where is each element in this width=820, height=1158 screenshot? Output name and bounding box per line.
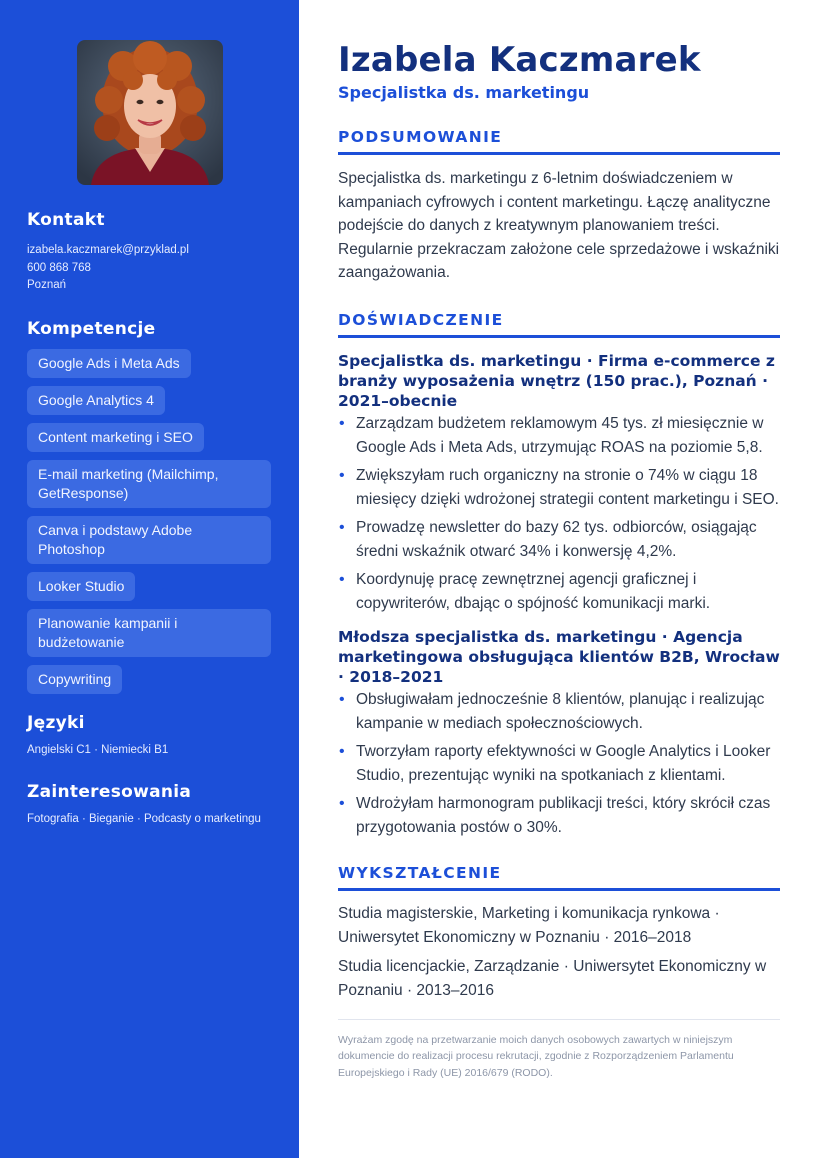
bullet-item: • Zwiększyłam ruch organiczny na stronie o 74% w ciągu 18 miesięcy dzięki wdrożonej strategii content marketingu i SEO. [338, 464, 780, 512]
languages-heading: Języki [27, 712, 85, 733]
job-entry [338, 351, 780, 616]
bullet-item: • Obsługiwałam jednocześnie 8 klientów, planując i realizując kampanie w mediach społecznościowych. [338, 688, 780, 736]
contact-email[interactable]: izabela.kaczmarek@przyklad.pl [27, 244, 189, 256]
divider [338, 1019, 780, 1020]
education-list [338, 902, 780, 1003]
bullet-item: • Tworzyłam raporty efektywności w Google Analytics i Looker Studio, prezentując wyniki na spotkaniach z klientami. [338, 740, 780, 788]
contact-phone[interactable]: 600 868 768 [27, 261, 91, 274]
sidebar [0, 0, 299, 1158]
contact-city: Poznań [27, 279, 67, 291]
skill-chip: Looker Studio [27, 572, 135, 601]
job-heading: Specjalistka ds. marketingu · Firma e-commerce z branży wyposażenia wnętrz (150 prac.), Poznań · 2021–obecnie [338, 351, 775, 410]
skill-chip: Content marketing i SEO [27, 423, 204, 452]
bullet-item: • Wdrożyłam harmonogram publikacji treści, który skrócił czas przygotowania postów o 30%. [338, 792, 780, 840]
skill-chip: Google Analytics 4 [27, 386, 165, 415]
experience-title: DOŚWIADCZENIE [338, 311, 780, 338]
job-heading: Młodsza specjalistka ds. marketingu · Agencja marketingowa obsługująca klientów B2B, Wrocław · 2018–2021 [338, 627, 780, 686]
summary-title: PODSUMOWANIE [338, 128, 780, 155]
main-content [338, 40, 780, 1081]
education-title: WYKSZTAŁCENIE [338, 864, 780, 891]
interests-heading: Zainteresowania [27, 781, 192, 802]
summary-text: Specjalistka ds. marketingu z 6-letnim doświadczeniem w kampaniach cyfrowych i content marketingu. Łączę analityczne podejście do danych z kreatywnym planowaniem treści. Regularnie przekraczam założone cele sprzedażowe i wskaźniki zaangażowania. [338, 170, 780, 281]
job-bullets [338, 688, 780, 840]
bullet-item: • Koordynuję pracę zewnętrznej agencji graficznej i copywriterów, dbając o spójność komunikacji marki. [338, 568, 780, 616]
education-item: Studia magisterskie, Marketing i komunikacja rynkowa · Uniwersytet Ekonomiczny w Poznaniu · 2016–2018 [338, 904, 720, 946]
interests-text: Fotografia · Bieganie · Podcasty o marketingu [27, 812, 261, 825]
education-section [338, 864, 780, 1003]
skill-chip: Google Ads i Meta Ads [27, 349, 191, 378]
contact-list [27, 242, 272, 295]
skills-list [27, 349, 272, 694]
skill-chip: Copywriting [27, 665, 122, 694]
skill-chip: E-mail marketing (Mailchimp, GetResponse) [27, 460, 271, 508]
experience-section [338, 311, 780, 840]
person-role: Specjalistka ds. marketingu [338, 83, 590, 102]
skill-chip: Canva i podstawy Adobe Photoshop [27, 516, 271, 564]
profile-photo [77, 40, 223, 185]
job-entry [338, 627, 780, 840]
person-name: Izabela Kaczmarek [338, 40, 701, 80]
summary-section [338, 128, 780, 285]
skills-heading: Kompetencje [27, 318, 156, 339]
gdpr-consent: Wyrażam zgodę na przetwarzanie moich danych osobowych zawartych w niniejszym dokumencie do realizacji procesu rekrutacji, zgodnie z Rozporządzeniem Parlamentu Europejskiego i Rady (UE) 2016/679 (RODO). [338, 1033, 734, 1079]
languages-text: Angielski C1 · Niemiecki B1 [27, 743, 169, 756]
bullet-item: • Zarządzam budżetem reklamowym 45 tys. zł miesięcznie w Google Ads i Meta Ads, utrzymując ROAS na poziomie 5,8. [338, 412, 780, 460]
bullet-item: • Prowadzę newsletter do bazy 62 tys. odbiorców, osiągając średni wskaźnik otwarć 34% i konwersję 4,2%. [338, 516, 780, 564]
skill-chip: Planowanie kampanii i budżetowanie [27, 609, 271, 657]
job-bullets [338, 412, 780, 616]
contact-heading: Kontakt [27, 210, 105, 230]
education-item: Studia licencjackie, Zarządzanie · Uniwersytet Ekonomiczny w Poznaniu · 2013–2016 [338, 957, 767, 999]
